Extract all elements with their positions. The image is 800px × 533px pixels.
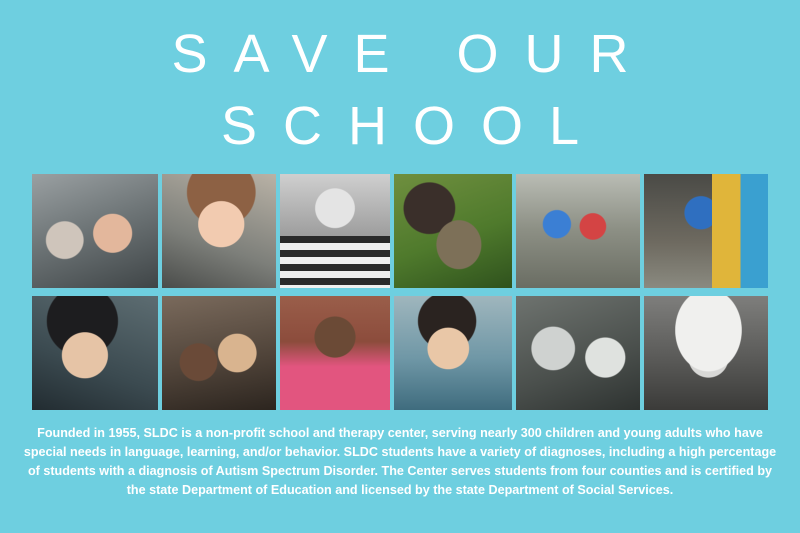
photo-baby-in-sun-hat <box>642 294 770 412</box>
photo-two-people-smiling <box>160 294 278 412</box>
photo-elder-and-child <box>514 294 642 412</box>
photo-grid-row <box>30 294 770 412</box>
photo-placeholder <box>644 174 768 288</box>
photo-boy-on-playground <box>642 172 770 290</box>
photo-boy-striped-shirt <box>278 172 392 290</box>
poster-caption: Founded in 1955, SLDC is a non-profit school and therapy center, serving nearly 300 children and young adults who have special needs in language, learning, and/or behavior. SLDC students have a variety of diagnoses, including a high percentage of students with a diagnosis of Autism Spectrum Disorder. The Center serves students from four counties and is certified by the state Department of Education and licensed by the state Department of Social Services. <box>23 426 777 497</box>
photo-placeholder <box>516 296 640 410</box>
headline-line-1: SAVE OUR <box>171 24 655 84</box>
photo-placeholder <box>516 174 640 288</box>
photo-boy-in-pool <box>392 294 514 412</box>
photo-smiling-girl <box>160 172 278 290</box>
photo-grid <box>30 172 770 416</box>
photo-placeholder <box>280 174 390 288</box>
photo-grid-row <box>30 172 770 290</box>
photo-placeholder <box>280 296 390 410</box>
photo-boy-face-painting <box>30 294 160 412</box>
photo-placeholder <box>394 296 512 410</box>
photo-placeholder <box>32 296 158 410</box>
photo-two-boys-running <box>514 172 642 290</box>
photo-child-with-tortoise <box>392 172 514 290</box>
photo-girl-pink-shirt <box>278 294 392 412</box>
photo-placeholder <box>162 296 276 410</box>
headline-line-2: SCHOOL <box>220 96 606 156</box>
photo-elderly-woman-with-boy <box>30 172 160 290</box>
photo-placeholder <box>394 174 512 288</box>
photo-placeholder <box>644 296 768 410</box>
page-title <box>0 18 800 162</box>
photo-placeholder <box>162 174 276 288</box>
photo-placeholder <box>32 174 158 288</box>
